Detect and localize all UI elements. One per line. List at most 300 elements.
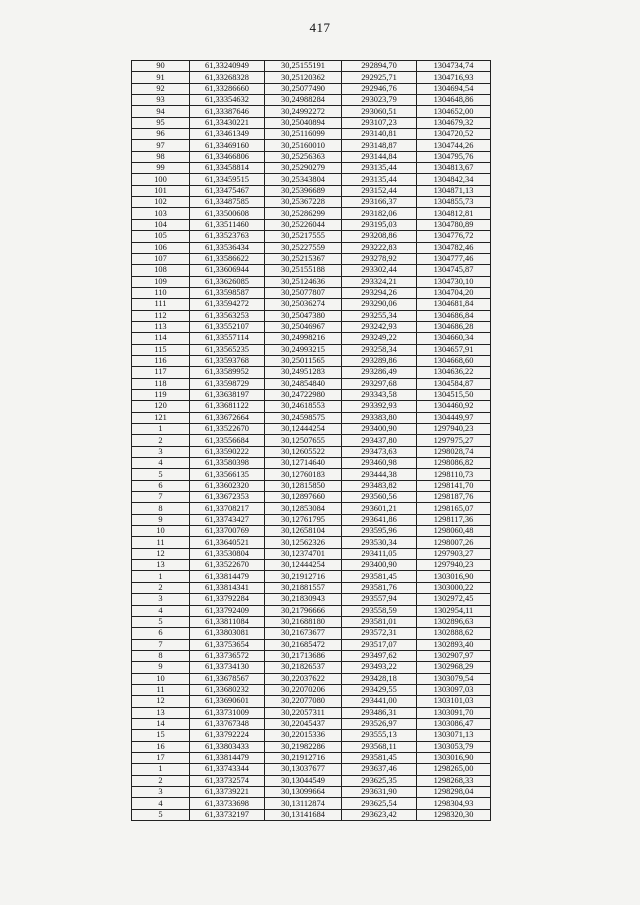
x-coordinate-cell: 293302,44	[342, 265, 417, 276]
longitude-cell: 30,24598575	[265, 412, 342, 423]
latitude-cell: 61,33743427	[190, 514, 265, 525]
table-row	[132, 707, 491, 718]
point-number-cell: 101	[132, 185, 190, 196]
table-row	[132, 242, 491, 253]
table-row	[132, 83, 491, 94]
y-coordinate-cell: 1297940,23	[417, 424, 491, 435]
table-row	[132, 469, 491, 480]
longitude-cell: 30,25120362	[265, 72, 342, 83]
longitude-cell: 30,12815850	[265, 480, 342, 491]
longitude-cell: 30,21688180	[265, 616, 342, 627]
point-number-cell: 106	[132, 242, 190, 253]
point-number-cell: 8	[132, 650, 190, 661]
point-number-cell: 7	[132, 639, 190, 650]
y-coordinate-cell: 1297940,23	[417, 560, 491, 571]
x-coordinate-cell: 293208,86	[342, 231, 417, 242]
longitude-cell: 30,24998216	[265, 333, 342, 344]
point-number-cell: 2	[132, 582, 190, 593]
latitude-cell: 61,33240949	[190, 61, 265, 72]
point-number-cell: 5	[132, 809, 190, 820]
table-row	[132, 355, 491, 366]
point-number-cell: 115	[132, 344, 190, 355]
latitude-cell: 61,33678567	[190, 673, 265, 684]
x-coordinate-cell: 293526,97	[342, 718, 417, 729]
latitude-cell: 61,33523763	[190, 231, 265, 242]
point-number-cell: 5	[132, 469, 190, 480]
latitude-cell: 61,33556684	[190, 435, 265, 446]
point-number-cell: 2	[132, 775, 190, 786]
longitude-cell: 30,22015336	[265, 730, 342, 741]
longitude-cell: 30,12897660	[265, 492, 342, 503]
table-row	[132, 764, 491, 775]
point-number-cell: 111	[132, 299, 190, 310]
point-number-cell: 120	[132, 401, 190, 412]
x-coordinate-cell: 293023,79	[342, 95, 417, 106]
y-coordinate-cell: 1304681,84	[417, 299, 491, 310]
latitude-cell: 61,33606944	[190, 265, 265, 276]
table-row	[132, 231, 491, 242]
point-number-cell: 108	[132, 265, 190, 276]
y-coordinate-cell: 1298060,48	[417, 526, 491, 537]
table-row	[132, 684, 491, 695]
latitude-cell: 61,33743344	[190, 764, 265, 775]
table-row	[132, 129, 491, 140]
point-number-cell: 4	[132, 798, 190, 809]
y-coordinate-cell: 1304636,22	[417, 367, 491, 378]
y-coordinate-cell: 1303000,22	[417, 582, 491, 593]
point-number-cell: 118	[132, 378, 190, 389]
y-coordinate-cell: 1297903,27	[417, 548, 491, 559]
point-number-cell: 1	[132, 424, 190, 435]
x-coordinate-cell: 293222,83	[342, 242, 417, 253]
x-coordinate-cell: 293182,06	[342, 208, 417, 219]
table-row	[132, 117, 491, 128]
latitude-cell: 61,33792409	[190, 605, 265, 616]
longitude-cell: 30,22057311	[265, 707, 342, 718]
x-coordinate-cell: 293286,49	[342, 367, 417, 378]
longitude-cell: 30,24951283	[265, 367, 342, 378]
table-row	[132, 730, 491, 741]
x-coordinate-cell: 293486,31	[342, 707, 417, 718]
latitude-cell: 61,33563253	[190, 310, 265, 321]
page-number: 417	[309, 20, 331, 35]
y-coordinate-cell: 1298165,07	[417, 503, 491, 514]
latitude-cell: 61,33792284	[190, 594, 265, 605]
x-coordinate-cell: 293460,98	[342, 458, 417, 469]
latitude-cell: 61,33803433	[190, 741, 265, 752]
table-row	[132, 208, 491, 219]
coordinates-table	[131, 60, 491, 821]
latitude-cell: 61,33672664	[190, 412, 265, 423]
y-coordinate-cell: 1303071,13	[417, 730, 491, 741]
latitude-cell: 61,33593768	[190, 355, 265, 366]
x-coordinate-cell: 293631,90	[342, 787, 417, 798]
point-number-cell: 99	[132, 163, 190, 174]
point-number-cell: 11	[132, 684, 190, 695]
point-number-cell: 103	[132, 208, 190, 219]
latitude-cell: 61,33733698	[190, 798, 265, 809]
x-coordinate-cell: 293517,07	[342, 639, 417, 650]
y-coordinate-cell: 1302893,40	[417, 639, 491, 650]
longitude-cell: 30,24618553	[265, 401, 342, 412]
x-coordinate-cell: 292925,71	[342, 72, 417, 83]
longitude-cell: 30,25011565	[265, 355, 342, 366]
x-coordinate-cell: 293558,59	[342, 605, 417, 616]
longitude-cell: 30,22070206	[265, 684, 342, 695]
table-row	[132, 344, 491, 355]
point-number-cell: 6	[132, 480, 190, 491]
table-row	[132, 61, 491, 72]
point-number-cell: 121	[132, 412, 190, 423]
latitude-cell: 61,33598587	[190, 287, 265, 298]
y-coordinate-cell: 1297975,27	[417, 435, 491, 446]
y-coordinate-cell: 1298265,00	[417, 764, 491, 775]
point-number-cell: 105	[132, 231, 190, 242]
x-coordinate-cell: 293444,38	[342, 469, 417, 480]
y-coordinate-cell: 1304449,97	[417, 412, 491, 423]
point-number-cell: 3	[132, 446, 190, 457]
x-coordinate-cell: 293144,84	[342, 151, 417, 162]
x-coordinate-cell: 293493,22	[342, 662, 417, 673]
x-coordinate-cell: 293572,31	[342, 628, 417, 639]
y-coordinate-cell: 1298028,74	[417, 446, 491, 457]
longitude-cell: 30,25290279	[265, 163, 342, 174]
y-coordinate-cell: 1302888,62	[417, 628, 491, 639]
y-coordinate-cell: 1304782,46	[417, 242, 491, 253]
y-coordinate-cell: 1304657,91	[417, 344, 491, 355]
y-coordinate-cell: 1304686,84	[417, 310, 491, 321]
point-number-cell: 119	[132, 389, 190, 400]
y-coordinate-cell: 1304855,73	[417, 197, 491, 208]
table-row	[132, 582, 491, 593]
y-coordinate-cell: 1304460,92	[417, 401, 491, 412]
longitude-cell: 30,21912716	[265, 752, 342, 763]
x-coordinate-cell: 293392,93	[342, 401, 417, 412]
longitude-cell: 30,25396689	[265, 185, 342, 196]
x-coordinate-cell: 293411,05	[342, 548, 417, 559]
x-coordinate-cell: 293195,03	[342, 219, 417, 230]
table-row	[132, 605, 491, 616]
latitude-cell: 61,33458814	[190, 163, 265, 174]
table-row	[132, 560, 491, 571]
table-row	[132, 163, 491, 174]
latitude-cell: 61,33767348	[190, 718, 265, 729]
point-number-cell: 13	[132, 707, 190, 718]
y-coordinate-cell: 1303079,54	[417, 673, 491, 684]
x-coordinate-cell: 292946,76	[342, 83, 417, 94]
longitude-cell: 30,22037622	[265, 673, 342, 684]
y-coordinate-cell: 1304720,52	[417, 129, 491, 140]
x-coordinate-cell: 293557,94	[342, 594, 417, 605]
point-number-cell: 98	[132, 151, 190, 162]
table-row	[132, 503, 491, 514]
table-row	[132, 775, 491, 786]
point-number-cell: 104	[132, 219, 190, 230]
longitude-cell: 30,13112874	[265, 798, 342, 809]
table-row	[132, 174, 491, 185]
x-coordinate-cell: 293483,82	[342, 480, 417, 491]
x-coordinate-cell: 293400,90	[342, 560, 417, 571]
y-coordinate-cell: 1304745,87	[417, 265, 491, 276]
longitude-cell: 30,25367228	[265, 197, 342, 208]
table-row	[132, 106, 491, 117]
longitude-cell: 30,12562326	[265, 537, 342, 548]
x-coordinate-cell: 293290,06	[342, 299, 417, 310]
latitude-cell: 61,33500608	[190, 208, 265, 219]
point-number-cell: 112	[132, 310, 190, 321]
x-coordinate-cell: 293637,46	[342, 764, 417, 775]
y-coordinate-cell: 1304795,76	[417, 151, 491, 162]
table-row	[132, 514, 491, 525]
longitude-cell: 30,25077490	[265, 83, 342, 94]
point-number-cell: 12	[132, 696, 190, 707]
latitude-cell: 61,33803081	[190, 628, 265, 639]
table-row	[132, 446, 491, 457]
y-coordinate-cell: 1303101,03	[417, 696, 491, 707]
y-coordinate-cell: 1298320,30	[417, 809, 491, 820]
table-row	[132, 787, 491, 798]
y-coordinate-cell: 1304842,34	[417, 174, 491, 185]
latitude-cell: 61,33753654	[190, 639, 265, 650]
table-row	[132, 616, 491, 627]
latitude-cell: 61,33469160	[190, 140, 265, 151]
x-coordinate-cell: 293497,62	[342, 650, 417, 661]
x-coordinate-cell: 293581,76	[342, 582, 417, 593]
y-coordinate-cell: 1304686,28	[417, 321, 491, 332]
point-number-cell: 2	[132, 435, 190, 446]
longitude-cell: 30,25227559	[265, 242, 342, 253]
point-number-cell: 93	[132, 95, 190, 106]
latitude-cell: 61,33268328	[190, 72, 265, 83]
longitude-cell: 30,25040894	[265, 117, 342, 128]
latitude-cell: 61,33552107	[190, 321, 265, 332]
y-coordinate-cell: 1298187,76	[417, 492, 491, 503]
table-row	[132, 378, 491, 389]
latitude-cell: 61,33594272	[190, 299, 265, 310]
table-row	[132, 628, 491, 639]
latitude-cell: 61,33598729	[190, 378, 265, 389]
y-coordinate-cell: 1304716,93	[417, 72, 491, 83]
table-row	[132, 140, 491, 151]
longitude-cell: 30,25155191	[265, 61, 342, 72]
point-number-cell: 96	[132, 129, 190, 140]
x-coordinate-cell: 293135,44	[342, 163, 417, 174]
point-number-cell: 10	[132, 673, 190, 684]
latitude-cell: 61,33522670	[190, 424, 265, 435]
longitude-cell: 30,25215367	[265, 253, 342, 264]
x-coordinate-cell: 293294,26	[342, 287, 417, 298]
x-coordinate-cell: 293297,68	[342, 378, 417, 389]
x-coordinate-cell: 293641,86	[342, 514, 417, 525]
point-number-cell: 100	[132, 174, 190, 185]
latitude-cell: 61,33354632	[190, 95, 265, 106]
x-coordinate-cell: 293581,45	[342, 571, 417, 582]
point-number-cell: 1	[132, 764, 190, 775]
latitude-cell: 61,33286660	[190, 83, 265, 94]
y-coordinate-cell: 1304734,74	[417, 61, 491, 72]
x-coordinate-cell: 293107,23	[342, 117, 417, 128]
y-coordinate-cell: 1303091,70	[417, 707, 491, 718]
longitude-cell: 30,25160010	[265, 140, 342, 151]
table-row	[132, 696, 491, 707]
x-coordinate-cell: 293249,22	[342, 333, 417, 344]
latitude-cell: 61,33640521	[190, 537, 265, 548]
point-number-cell: 91	[132, 72, 190, 83]
y-coordinate-cell: 1304812,81	[417, 208, 491, 219]
longitude-cell: 30,25046967	[265, 321, 342, 332]
point-number-cell: 17	[132, 752, 190, 763]
latitude-cell: 61,33700769	[190, 526, 265, 537]
latitude-cell: 61,33731009	[190, 707, 265, 718]
point-number-cell: 11	[132, 537, 190, 548]
longitude-cell: 30,21713686	[265, 650, 342, 661]
latitude-cell: 61,33459515	[190, 174, 265, 185]
point-number-cell: 113	[132, 321, 190, 332]
coordinates-table-body	[132, 61, 491, 821]
y-coordinate-cell: 1303086,47	[417, 718, 491, 729]
x-coordinate-cell: 293152,44	[342, 185, 417, 196]
point-number-cell: 110	[132, 287, 190, 298]
table-row	[132, 151, 491, 162]
longitude-cell: 30,24988284	[265, 95, 342, 106]
x-coordinate-cell: 293581,01	[342, 616, 417, 627]
x-coordinate-cell: 293601,21	[342, 503, 417, 514]
latitude-cell: 61,33590222	[190, 446, 265, 457]
x-coordinate-cell: 293625,54	[342, 798, 417, 809]
table-row	[132, 310, 491, 321]
latitude-cell: 61,33739221	[190, 787, 265, 798]
point-number-cell: 117	[132, 367, 190, 378]
x-coordinate-cell: 293429,55	[342, 684, 417, 695]
y-coordinate-cell: 1303053,79	[417, 741, 491, 752]
x-coordinate-cell: 293383,80	[342, 412, 417, 423]
y-coordinate-cell: 1298110,73	[417, 469, 491, 480]
longitude-cell: 30,24992272	[265, 106, 342, 117]
longitude-cell: 30,12444254	[265, 424, 342, 435]
longitude-cell: 30,21673677	[265, 628, 342, 639]
latitude-cell: 61,33638197	[190, 389, 265, 400]
y-coordinate-cell: 1298268,33	[417, 775, 491, 786]
y-coordinate-cell: 1302896,63	[417, 616, 491, 627]
y-coordinate-cell: 1304584,87	[417, 378, 491, 389]
latitude-cell: 61,33387646	[190, 106, 265, 117]
table-row	[132, 412, 491, 423]
table-row	[132, 367, 491, 378]
point-number-cell: 9	[132, 514, 190, 525]
latitude-cell: 61,33814479	[190, 571, 265, 582]
latitude-cell: 61,33602320	[190, 480, 265, 491]
y-coordinate-cell: 1304744,26	[417, 140, 491, 151]
latitude-cell: 61,33814341	[190, 582, 265, 593]
y-coordinate-cell: 1303016,90	[417, 752, 491, 763]
y-coordinate-cell: 1304776,72	[417, 231, 491, 242]
latitude-cell: 61,33814479	[190, 752, 265, 763]
y-coordinate-cell: 1302954,11	[417, 605, 491, 616]
point-number-cell: 12	[132, 548, 190, 559]
x-coordinate-cell: 293278,92	[342, 253, 417, 264]
x-coordinate-cell: 293140,81	[342, 129, 417, 140]
longitude-cell: 30,21912716	[265, 571, 342, 582]
x-coordinate-cell: 293166,37	[342, 197, 417, 208]
y-coordinate-cell: 1302972,45	[417, 594, 491, 605]
latitude-cell: 61,33626085	[190, 276, 265, 287]
latitude-cell: 61,33466806	[190, 151, 265, 162]
y-coordinate-cell: 1303016,90	[417, 571, 491, 582]
point-number-cell: 9	[132, 662, 190, 673]
table-row	[132, 219, 491, 230]
table-row	[132, 424, 491, 435]
table-row	[132, 265, 491, 276]
point-number-cell: 1	[132, 571, 190, 582]
table-row	[132, 480, 491, 491]
longitude-cell: 30,25286299	[265, 208, 342, 219]
x-coordinate-cell: 293625,35	[342, 775, 417, 786]
table-row	[132, 718, 491, 729]
table-row	[132, 72, 491, 83]
latitude-cell: 61,33736572	[190, 650, 265, 661]
point-number-cell: 102	[132, 197, 190, 208]
y-coordinate-cell: 1304871,13	[417, 185, 491, 196]
latitude-cell: 61,33690601	[190, 696, 265, 707]
point-number-cell: 95	[132, 117, 190, 128]
point-number-cell: 116	[132, 355, 190, 366]
point-number-cell: 4	[132, 458, 190, 469]
longitude-cell: 30,12507655	[265, 435, 342, 446]
longitude-cell: 30,25226044	[265, 219, 342, 230]
point-number-cell: 10	[132, 526, 190, 537]
latitude-cell: 61,33430221	[190, 117, 265, 128]
x-coordinate-cell: 293343,58	[342, 389, 417, 400]
table-row	[132, 389, 491, 400]
table-row	[132, 435, 491, 446]
x-coordinate-cell: 293060,51	[342, 106, 417, 117]
x-coordinate-cell: 293255,34	[342, 310, 417, 321]
x-coordinate-cell: 293441,00	[342, 696, 417, 707]
latitude-cell: 61,33589952	[190, 367, 265, 378]
latitude-cell: 61,33672353	[190, 492, 265, 503]
table-row	[132, 299, 491, 310]
point-number-cell: 90	[132, 61, 190, 72]
longitude-cell: 30,13141684	[265, 809, 342, 820]
table-row	[132, 741, 491, 752]
longitude-cell: 30,25256363	[265, 151, 342, 162]
y-coordinate-cell: 1304679,32	[417, 117, 491, 128]
table-row	[132, 548, 491, 559]
latitude-cell: 61,33511460	[190, 219, 265, 230]
longitude-cell: 30,12714640	[265, 458, 342, 469]
x-coordinate-cell: 292894,70	[342, 61, 417, 72]
y-coordinate-cell: 1304780,89	[417, 219, 491, 230]
table-row	[132, 526, 491, 537]
x-coordinate-cell: 293289,86	[342, 355, 417, 366]
longitude-cell: 30,21685472	[265, 639, 342, 650]
point-number-cell: 5	[132, 616, 190, 627]
table-row	[132, 287, 491, 298]
y-coordinate-cell: 1304668,60	[417, 355, 491, 366]
table-row	[132, 333, 491, 344]
table-row	[132, 185, 491, 196]
latitude-cell: 61,33557114	[190, 333, 265, 344]
longitude-cell: 30,25077807	[265, 287, 342, 298]
point-number-cell: 4	[132, 605, 190, 616]
y-coordinate-cell: 1304694,54	[417, 83, 491, 94]
longitude-cell: 30,24854840	[265, 378, 342, 389]
longitude-cell: 30,25124636	[265, 276, 342, 287]
y-coordinate-cell: 1303097,03	[417, 684, 491, 695]
x-coordinate-cell: 293258,34	[342, 344, 417, 355]
point-number-cell: 92	[132, 83, 190, 94]
longitude-cell: 30,25116099	[265, 129, 342, 140]
